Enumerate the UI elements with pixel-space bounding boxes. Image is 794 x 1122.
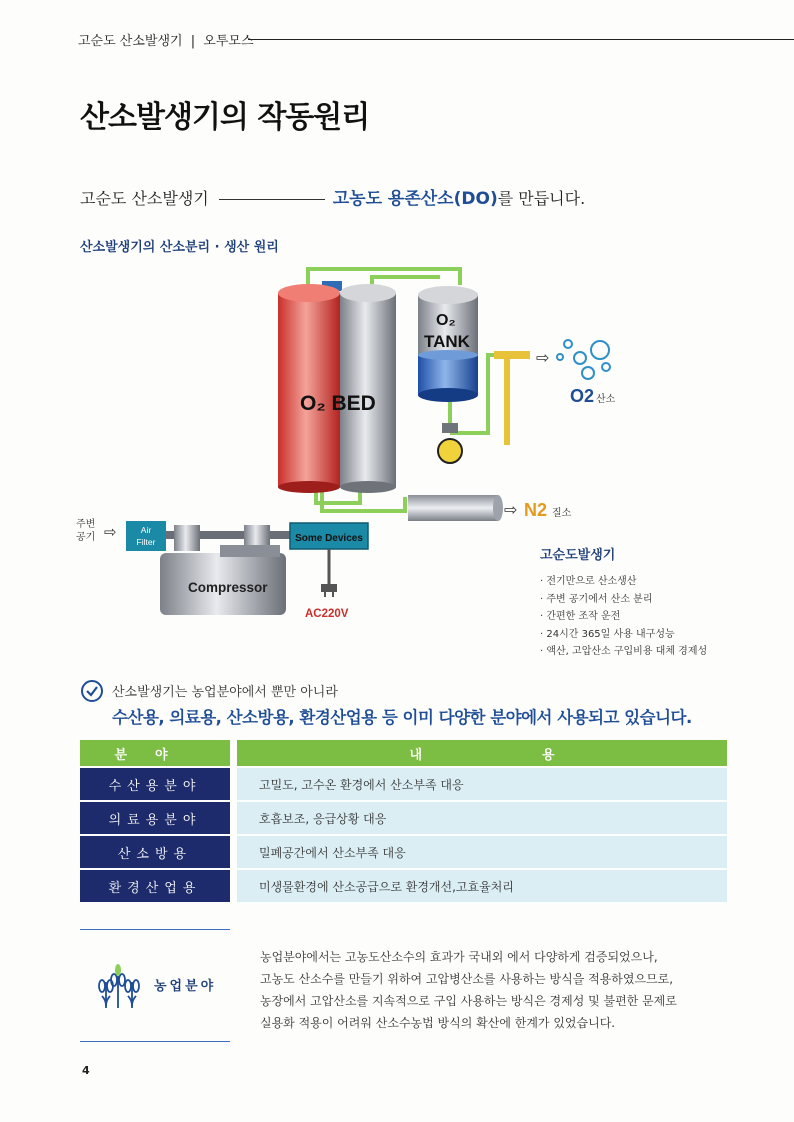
row-content: 고밀도, 고수온 환경에서 산소부족 대응 xyxy=(237,768,727,800)
table-header-row xyxy=(80,740,727,766)
o2-arrow-icon: ⇨ xyxy=(536,348,550,367)
row-content: 호흡보조, 응급상황 대응 xyxy=(237,802,727,834)
header-field: 분야 xyxy=(80,740,230,766)
lead-left: 고순도 산소발생기 xyxy=(80,189,209,208)
paragraph-line: 농장에서 고압산소를 지속적으로 구입 사용하는 방식은 경제성 및 불편한 문제로 xyxy=(260,994,677,1008)
table-row xyxy=(80,836,727,868)
list-item: · 액산, 고압산소 구입비용 대체 경제성 xyxy=(540,643,707,661)
some-devices-label: Some Devices xyxy=(295,533,363,544)
header-rule xyxy=(248,39,794,40)
table-row xyxy=(80,768,727,800)
bubbles-icon xyxy=(557,340,610,379)
statement-line-2: 수산용, 의료용, 산소방용, 환경산업용 등 이미 다양한 분야에서 사용되고 있습니다. xyxy=(112,708,692,727)
paragraph-line: 실용화 적용이 어려워 산소수농법 방식의 확산에 한계가 있었습니다. xyxy=(260,1016,616,1030)
usage-table xyxy=(80,740,727,902)
o2-bed-grey-column xyxy=(340,284,396,493)
list-item: · 24시간 365일 사용 내구성능 xyxy=(540,626,707,644)
list-item: · 간편한 조작 운전 xyxy=(540,608,707,626)
lead-connector-line xyxy=(219,199,325,200)
row-field: 산소방용 xyxy=(80,836,230,868)
page-title: 산소발생기의 작동원리 xyxy=(80,100,370,135)
wheat-icon xyxy=(96,962,146,1012)
header-separator: | xyxy=(190,34,196,49)
agriculture-label: 농업분야 xyxy=(154,979,217,994)
features-title: 고순도발생기 xyxy=(540,548,616,563)
page-number: 4 xyxy=(82,1064,90,1077)
features-box xyxy=(540,544,707,661)
lead-right: 를 만듭니다. xyxy=(497,189,586,208)
o2-bed-red-column xyxy=(278,284,340,493)
header-content: 내용 xyxy=(237,740,727,766)
o2-output-word: 산소 xyxy=(596,394,616,405)
air-filter-label-2: Filter xyxy=(136,537,156,547)
bed-label: O₂ BED xyxy=(300,392,376,415)
n2-arrow-icon: ⇨ xyxy=(504,500,518,519)
agriculture-rule-top xyxy=(80,929,230,930)
row-content: 미생물환경에 산소공급으로 환경개선,고효율처리 xyxy=(237,870,727,902)
lead-emphasis: 고농도 용존산소(DO) xyxy=(332,189,498,209)
regulator-icon xyxy=(438,439,462,463)
running-header xyxy=(78,30,254,49)
row-content: 밀폐공간에서 산소부족 대응 xyxy=(237,836,727,868)
outlet-nozzle xyxy=(494,351,530,359)
check-circle-icon xyxy=(80,679,104,703)
compressor-label: Compressor xyxy=(188,580,268,595)
diagram-subtitle: 산소발생기의 산소분리 · 생산 원리 xyxy=(80,240,279,255)
paragraph-line: 고농도 산소수를 만들기 위하여 고압병산소를 사용하는 방식을 적용하였으므로, xyxy=(260,972,674,986)
tank-o2-label: O₂ xyxy=(436,312,456,329)
intake-arrow-icon: ⇨ xyxy=(104,523,117,541)
row-field: 환경산업용 xyxy=(80,870,230,902)
n2-exhaust-pipe xyxy=(408,495,503,521)
table-row xyxy=(80,802,727,834)
n2-output-word: 질소 xyxy=(552,508,572,519)
lead-sentence xyxy=(80,184,585,209)
o2-output-label: O2 xyxy=(570,386,595,406)
n2-output-label: N2 xyxy=(524,500,548,520)
ambient-air-label-1: 주변 xyxy=(76,519,96,530)
power-label: AC220V xyxy=(305,608,349,620)
header-brand: 오투모스 xyxy=(203,34,254,49)
row-field: 의료용분야 xyxy=(80,802,230,834)
statement-line-1: 산소발생기는 농업분야에서 뿐만 아니라 xyxy=(112,685,338,700)
compressor-unit xyxy=(160,525,296,615)
features-list xyxy=(540,573,707,661)
list-item: · 전기만으로 산소생산 xyxy=(540,573,707,591)
table-row xyxy=(80,870,727,902)
flow-meter xyxy=(504,359,510,445)
plug-icon xyxy=(322,585,336,597)
tank-label: TANK xyxy=(424,332,470,351)
agriculture-rule-bottom xyxy=(80,1041,230,1042)
regulator-body xyxy=(442,423,458,433)
air-filter-label-1: Air xyxy=(140,525,152,535)
paragraph-line: 농업분야에서는 고농도산소수의 효과가 국내외 에서 다양하게 검증되었으나, xyxy=(260,950,658,964)
agriculture-paragraph xyxy=(260,946,730,1034)
ambient-air-label-2: 공기 xyxy=(76,532,96,543)
header-section: 고순도 산소발생기 xyxy=(78,34,183,49)
list-item: · 주변 공기에서 산소 분리 xyxy=(540,591,707,609)
row-field: 수산용분야 xyxy=(80,768,230,800)
